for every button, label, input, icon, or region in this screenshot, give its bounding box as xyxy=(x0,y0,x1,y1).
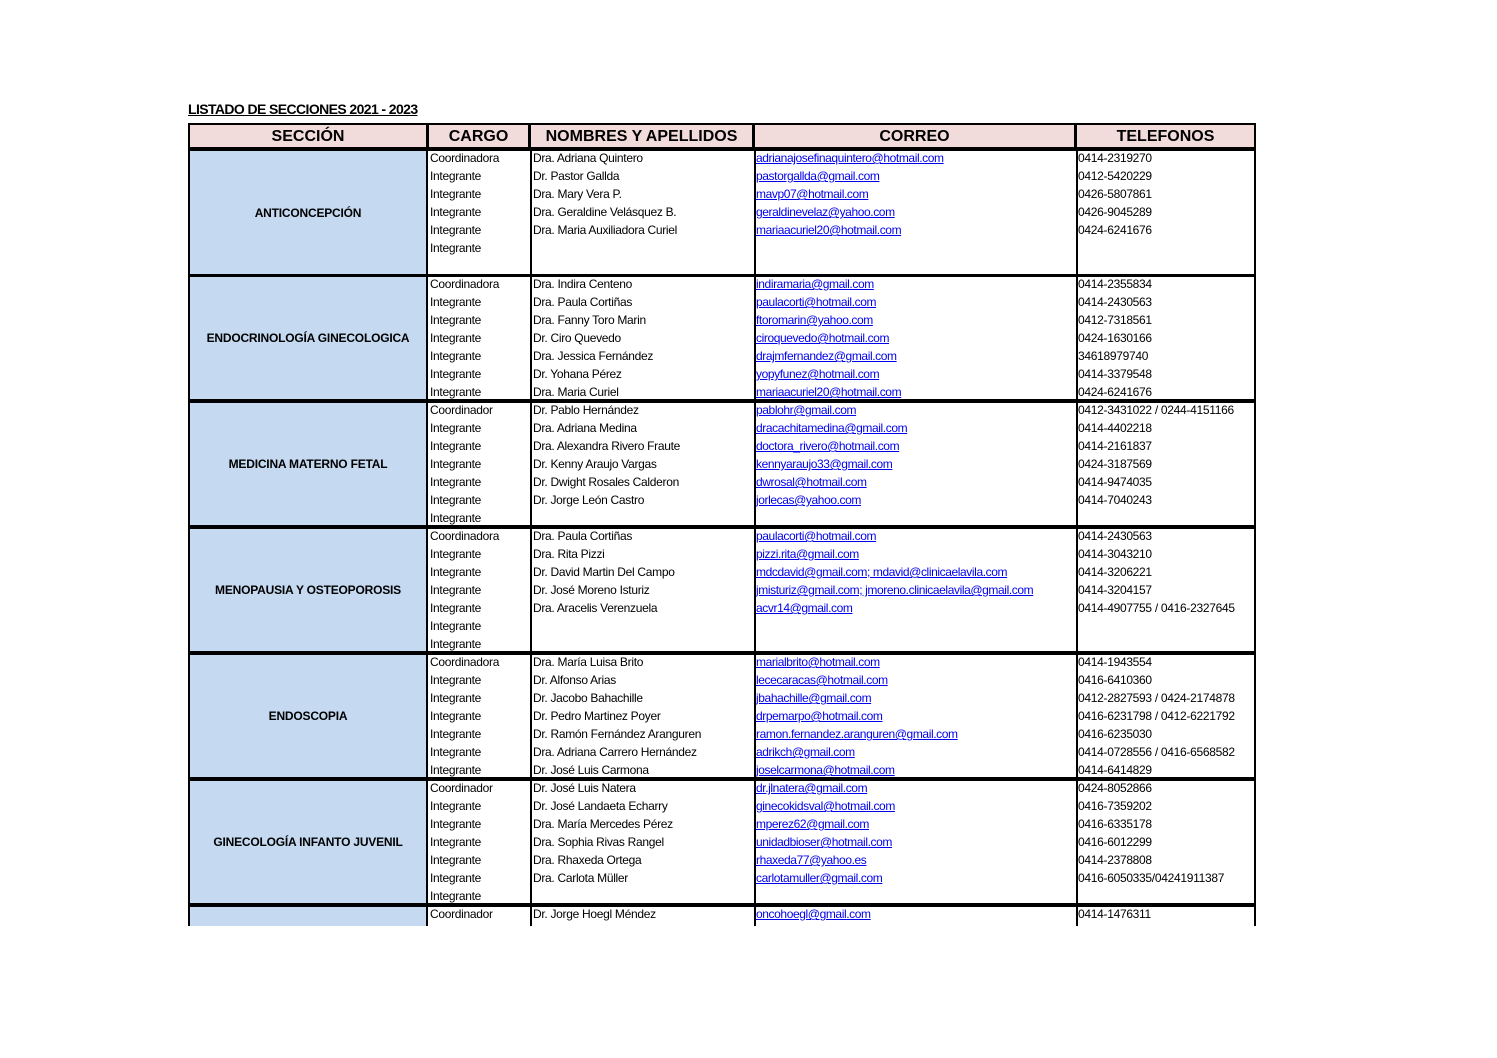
member-role: Integrante xyxy=(430,745,482,759)
member-name: Dr. Yohana Pérez xyxy=(533,367,622,381)
member-name: Dra. Maria Curiel xyxy=(533,385,619,399)
member-role: Integrante xyxy=(430,313,482,327)
member-role: Integrante xyxy=(430,835,482,849)
section-block xyxy=(188,401,1256,527)
member-phone: 0414-1943554 xyxy=(1078,655,1152,669)
member-email-link[interactable]: paulacorti@hotmail.com xyxy=(756,295,877,309)
member-email-link[interactable]: jmisturiz@gmail.com; jmoreno.clinicaelavila@gmail.com xyxy=(756,583,1034,597)
member-role: Integrante xyxy=(430,871,482,885)
member-name: Dra. Paula Cortiñas xyxy=(533,529,633,543)
member-phone: 0424-8052866 xyxy=(1078,781,1152,795)
member-role: Integrante xyxy=(430,349,482,363)
member-name: Dra. María Luisa Brito xyxy=(533,655,644,669)
member-phone: 0414-2378808 xyxy=(1078,853,1152,867)
member-email-link[interactable]: unidadbioser@hotmail.com xyxy=(756,835,892,849)
member-role: Integrante xyxy=(430,511,482,525)
member-role: Integrante xyxy=(430,421,482,435)
section-name: MEDICINA MATERNO FETAL xyxy=(188,401,428,527)
table-header xyxy=(188,123,1256,149)
member-phone: 0424-6241676 xyxy=(1078,385,1152,399)
member-phone: 0416-7359202 xyxy=(1078,799,1152,813)
member-role: Integrante xyxy=(430,565,482,579)
document-title: LISTADO DE SECCIONES 2021 - 2023 xyxy=(188,101,418,117)
member-phone: 0412-7318561 xyxy=(1078,313,1152,327)
member-name: Dra. Fanny Toro Marin xyxy=(533,313,646,327)
member-role: Integrante xyxy=(430,601,482,615)
member-phone: 0414-2161837 xyxy=(1078,439,1152,453)
member-role: Integrante xyxy=(430,763,482,777)
member-email-link[interactable]: ftoromarin@yahoo.com xyxy=(756,313,873,327)
section-block xyxy=(188,275,1256,401)
member-role: Integrante xyxy=(430,367,482,381)
member-role: Integrante xyxy=(430,457,482,471)
member-role: Coordinadora xyxy=(430,277,500,291)
member-name: Dr. Jacobo Bahachille xyxy=(533,691,643,705)
member-phone: 0414-3204157 xyxy=(1078,583,1152,597)
section-name: MENOPAUSIA Y OSTEOPOROSIS xyxy=(188,527,428,653)
member-email-link[interactable]: paulacorti@hotmail.com xyxy=(756,529,877,543)
member-role: Integrante xyxy=(430,673,482,687)
member-email-link[interactable]: ramon.fernandez.aranguren@gmail.com xyxy=(756,727,958,741)
member-name: Dra. Indira Centeno xyxy=(533,277,633,291)
member-name: Dr. Kenny Araujo Vargas xyxy=(533,457,657,471)
member-name: Dr. Jorge León Castro xyxy=(533,493,645,507)
member-phone: 0426-9045289 xyxy=(1078,205,1152,219)
member-name: Dr. José Moreno Isturiz xyxy=(533,583,650,597)
member-name: Dra. Adriana Medina xyxy=(533,421,637,435)
member-phone: 0424-6241676 xyxy=(1078,223,1152,237)
member-role: Integrante xyxy=(430,331,482,345)
member-role: Coordinadora xyxy=(430,151,500,165)
member-name: Dra. Mary Vera P. xyxy=(533,187,622,201)
member-name: Dra. Alexandra Rivero Fraute xyxy=(533,439,681,453)
member-phone: 0412-2827593 / 0424-2174878 xyxy=(1078,691,1235,705)
member-email-link[interactable]: pastorgallda@gmail.com xyxy=(756,169,880,183)
member-phone: 0424-3187569 xyxy=(1078,457,1152,471)
member-role: Integrante xyxy=(430,853,482,867)
member-phone: 0426-5807861 xyxy=(1078,187,1152,201)
member-name: Dr. Dwight Rosales Calderon xyxy=(533,475,679,489)
member-email-link[interactable]: dr.jlnatera@gmail.com xyxy=(756,781,868,795)
member-role: Integrante xyxy=(430,619,482,633)
member-name: Dra. Adriana Carrero Hernández xyxy=(533,745,697,759)
member-phone: 0414-4402218 xyxy=(1078,421,1152,435)
member-role: Coordinador xyxy=(430,403,493,417)
sections-table xyxy=(188,123,1256,926)
member-role: Integrante xyxy=(430,727,482,741)
member-email-link[interactable]: oncohoegl@gmail.com xyxy=(756,907,871,921)
member-role: Integrante xyxy=(430,547,482,561)
member-name: Dra. Rita Pizzi xyxy=(533,547,605,561)
member-email-link[interactable]: dwrosal@hotmail.com xyxy=(756,475,867,489)
member-email-link[interactable]: pizzi.rita@gmail.com xyxy=(756,547,859,561)
member-role: Integrante xyxy=(430,583,482,597)
member-phone: 0414-2430563 xyxy=(1078,529,1152,543)
member-email-link[interactable]: jbahachille@gmail.com xyxy=(756,691,872,705)
member-phone: 0412-5420229 xyxy=(1078,169,1152,183)
member-name: Dra. Paula Cortiñas xyxy=(533,295,633,309)
member-name: Dra. Rhaxeda Ortega xyxy=(533,853,642,867)
member-name: Dra. María Mercedes Pérez xyxy=(533,817,673,831)
member-name: Dra. Aracelis Verenzuela xyxy=(533,601,658,615)
member-email-link[interactable]: mariaacuriel20@hotmail.com xyxy=(756,223,902,237)
header-nombres: NOMBRES Y APELLIDOS xyxy=(530,123,754,149)
member-role: Integrante xyxy=(430,493,482,507)
member-email-link[interactable]: acvr14@gmail.com xyxy=(756,601,853,615)
member-name: Dra. Carlota Müller xyxy=(533,871,628,885)
member-role: Integrante xyxy=(430,691,482,705)
member-name: Dr. José Luis Carmona xyxy=(533,763,649,777)
member-role: Integrante xyxy=(430,637,482,651)
member-email-link[interactable]: pablohr@gmail.com xyxy=(756,403,857,417)
member-phone: 0414-3043210 xyxy=(1078,547,1152,561)
member-phone: 0414-7040243 xyxy=(1078,493,1152,507)
member-phone: 0416-6335178 xyxy=(1078,817,1152,831)
member-name: Dr. Ramón Fernández Aranguren xyxy=(533,727,702,741)
member-email-link[interactable]: ginecokidsval@hotmail.com xyxy=(756,799,895,813)
member-phone: 0416-6012299 xyxy=(1078,835,1152,849)
member-role: Integrante xyxy=(430,889,482,903)
member-role: Integrante xyxy=(430,241,482,255)
member-phone: 0414-3206221 xyxy=(1078,565,1152,579)
member-role: Integrante xyxy=(430,709,482,723)
member-name: Dr. David Martin Del Campo xyxy=(533,565,675,579)
member-phone: 0414-6414829 xyxy=(1078,763,1152,777)
member-email-link[interactable]: ciroquevedo@hotmail.com xyxy=(756,331,890,345)
section-name: ENDOCRINOLOGÍA GINECOLOGICA xyxy=(188,275,428,401)
member-phone: 0414-2430563 xyxy=(1078,295,1152,309)
member-email-link[interactable]: mperez62@gmail.com xyxy=(756,817,870,831)
member-role: Integrante xyxy=(430,205,482,219)
member-name: Dr. Jorge Hoegl Méndez xyxy=(533,907,656,921)
member-phone: 0416-6235030 xyxy=(1078,727,1152,741)
member-role: Coordinador xyxy=(430,781,493,795)
member-role: Coordinadora xyxy=(430,529,500,543)
member-name: Dra. Geraldine Velásquez B. xyxy=(533,205,677,219)
member-name: Dr. José Luis Natera xyxy=(533,781,636,795)
section-block xyxy=(188,905,1256,926)
member-name: Dr. Ciro Quevedo xyxy=(533,331,621,345)
member-name: Dr. Alfonso Arias xyxy=(533,673,616,687)
member-email-link[interactable]: mariaacuriel20@hotmail.com xyxy=(756,385,902,399)
member-email-link[interactable]: yopyfunez@hotmail.com xyxy=(756,367,880,381)
member-name: Dra. Sophia Rivas Rangel xyxy=(533,835,664,849)
member-role: Coordinador xyxy=(430,907,493,921)
member-role: Integrante xyxy=(430,475,482,489)
section-name: GINECOLOGÍA INFANTO JUVENIL xyxy=(188,779,428,905)
member-email-link[interactable]: mavp07@hotmail.com xyxy=(756,187,869,201)
member-phone: 0414-4907755 / 0416-2327645 xyxy=(1078,601,1235,615)
member-phone: 0416-6050335/04241911387 xyxy=(1078,871,1225,885)
member-name: Dr. Pastor Gallda xyxy=(533,169,620,183)
header-correo: CORREO xyxy=(754,123,1076,149)
member-email-link[interactable]: drpemarpo@hotmail.com xyxy=(756,709,883,723)
member-phone: 0414-0728556 / 0416-6568582 xyxy=(1078,745,1235,759)
member-role: Integrante xyxy=(430,439,482,453)
section-block xyxy=(188,149,1256,276)
member-phone: 0416-6231798 / 0412-6221792 xyxy=(1078,709,1235,723)
member-email-link[interactable]: geraldinevelaz@yahoo.com xyxy=(756,205,895,219)
member-email-link[interactable]: carlotamuller@gmail.com xyxy=(756,871,883,885)
member-role: Integrante xyxy=(430,223,482,237)
member-phone: 0414-1476311 xyxy=(1078,907,1151,921)
member-name: Dra. Adriana Quintero xyxy=(533,151,643,165)
member-phone: 0414-3379548 xyxy=(1078,367,1152,381)
member-email-link[interactable]: adrikch@gmail.com xyxy=(756,745,855,759)
member-email-link[interactable]: marialbrito@hotmail.com xyxy=(756,655,880,669)
member-role: Integrante xyxy=(430,295,482,309)
section-name xyxy=(188,905,428,926)
member-role: Integrante xyxy=(430,799,482,813)
member-name: Dra. Maria Auxiliadora Curiel xyxy=(533,223,678,237)
member-email-link[interactable]: rhaxeda77@yahoo.es xyxy=(756,853,867,867)
member-email-link[interactable]: drajmfernandez@gmail.com xyxy=(756,349,897,363)
member-email-link[interactable]: doctora_rivero@hotmail.com xyxy=(756,439,900,453)
section-block xyxy=(188,653,1256,779)
member-role: Integrante xyxy=(430,169,482,183)
member-email-link[interactable]: jorlecas@yahoo.com xyxy=(756,493,862,507)
member-name: Dr. Pablo Hernández xyxy=(533,403,639,417)
header-cargo: CARGO xyxy=(428,123,530,149)
section-name: ANTICONCEPCIÓN xyxy=(188,149,428,276)
header-seccion: SECCIÓN xyxy=(188,123,428,149)
member-email-link[interactable]: joselcarmona@hotmail.com xyxy=(756,763,895,777)
member-role: Integrante xyxy=(430,817,482,831)
section-block xyxy=(188,527,1256,653)
member-name: Dr. Pedro Martinez Poyer xyxy=(533,709,661,723)
member-role: Integrante xyxy=(430,385,482,399)
header-telefonos: TELEFONOS xyxy=(1076,123,1256,149)
member-phone: 0416-6410360 xyxy=(1078,673,1152,687)
member-phone: 0414-2355834 xyxy=(1078,277,1152,291)
member-role: Integrante xyxy=(430,187,482,201)
member-email-link[interactable]: adrianajosefinaquintero@hotmail.com xyxy=(756,151,944,165)
member-phone: 34618979740 xyxy=(1078,349,1149,363)
member-email-link[interactable]: indiramaria@gmail.com xyxy=(756,277,874,291)
section-block xyxy=(188,779,1256,905)
member-email-link[interactable]: dracachitamedina@gmail.com xyxy=(756,421,908,435)
member-email-link[interactable]: lececaracas@hotmail.com xyxy=(756,673,888,687)
member-phone: 0414-2319270 xyxy=(1078,151,1152,165)
member-email-link[interactable]: kennyaraujo33@gmail.com xyxy=(756,457,893,471)
member-email-link[interactable]: mdcdavid@gmail.com; mdavid@clinicaelavila.com xyxy=(756,565,1008,579)
member-role: Coordinadora xyxy=(430,655,500,669)
member-name: Dra. Jessica Fernández xyxy=(533,349,654,363)
member-name: Dr. José Landaeta Echarry xyxy=(533,799,668,813)
member-phone: 0414-9474035 xyxy=(1078,475,1152,489)
section-name: ENDOSCOPIA xyxy=(188,653,428,779)
member-phone: 0424-1630166 xyxy=(1078,331,1152,345)
member-phone: 0412-3431022 / 0244-4151166 xyxy=(1078,403,1234,417)
